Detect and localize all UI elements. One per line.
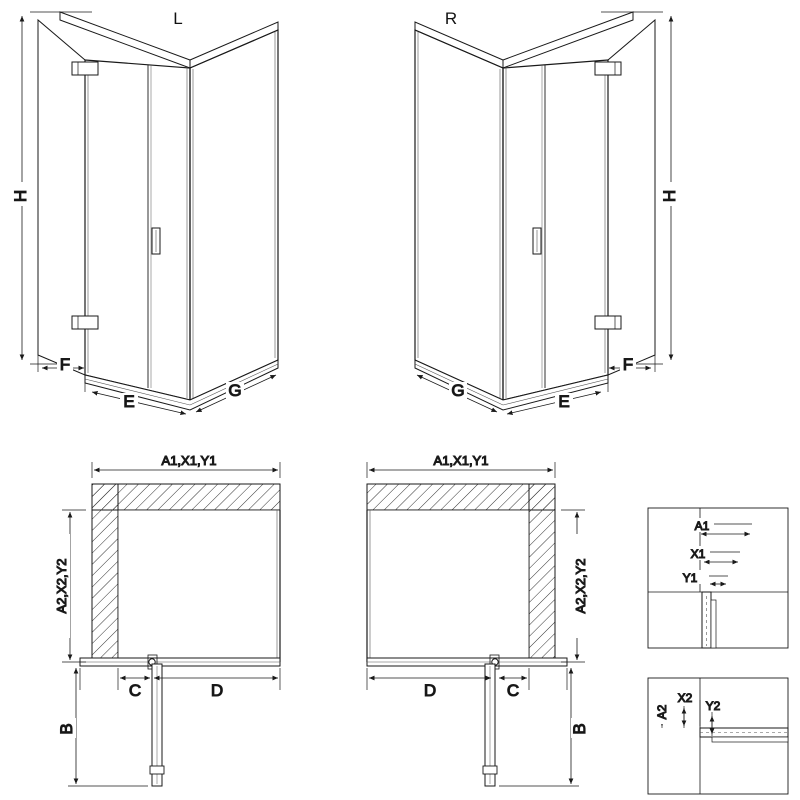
dim-C-right: C	[506, 681, 520, 700]
dim-A1X1Y1-left: A1,X1,Y1	[161, 453, 217, 468]
dim-D-left: D	[210, 681, 224, 700]
dim-E-right: E	[558, 392, 570, 411]
dim-E-left: E	[123, 392, 135, 411]
plan-view-right	[367, 452, 589, 786]
detail-view-top	[648, 508, 788, 648]
dim-Y1-detail: Y1	[682, 571, 698, 585]
dim-C-left: C	[128, 681, 142, 700]
handing-label-right: R	[444, 9, 458, 28]
dim-A2X2Y2-right: A2,X2,Y2	[573, 558, 588, 614]
dim-A1-detail: A1	[694, 519, 710, 533]
dim-A2-detail: A2	[655, 704, 669, 720]
iso-view-right	[415, 12, 681, 414]
dim-F-left: F	[59, 355, 71, 374]
plan-view-left	[54, 452, 280, 786]
dim-D-right: D	[423, 681, 437, 700]
iso-view-left	[11, 12, 278, 414]
dim-A1X1Y1-right: A1,X1,Y1	[433, 453, 489, 468]
handing-label-left: L	[173, 9, 183, 28]
dim-H-left: H	[11, 189, 30, 203]
dim-G-left: G	[228, 381, 242, 400]
dim-Y2-detail: Y2	[705, 699, 721, 713]
detail-view-bottom	[648, 678, 788, 794]
dim-H-right: H	[660, 189, 679, 203]
dim-G-right: G	[451, 381, 465, 400]
dim-F-right: F	[622, 355, 634, 374]
dim-A2X2Y2-left: A2,X2,Y2	[54, 558, 69, 614]
dim-X2-detail: X2	[677, 691, 693, 705]
dim-B-left: B	[57, 723, 76, 735]
dim-B-right: B	[570, 723, 589, 735]
dim-X1-detail: X1	[690, 547, 706, 561]
